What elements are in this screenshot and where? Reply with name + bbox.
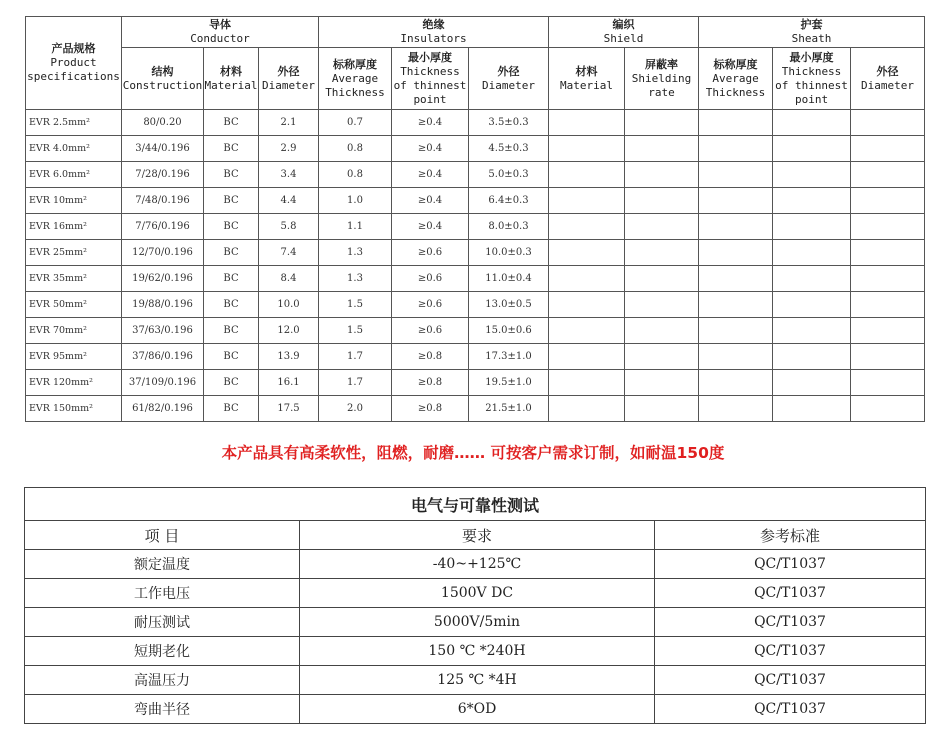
- conductor-material-cell: BC: [204, 396, 259, 422]
- sheath-min-thickness-cell: [773, 318, 851, 344]
- insulation-avg-thickness-cell: 1.5: [319, 318, 392, 344]
- shield-material-cell: [549, 396, 625, 422]
- spec-row: [26, 396, 925, 422]
- subheader-conductor-diameter: 外径 Diameter: [259, 48, 319, 110]
- insulation-min-thickness-cell: ≥0.8: [392, 396, 469, 422]
- sheath-min-thickness-cell: [773, 136, 851, 162]
- sheath-diameter-cell: [851, 344, 925, 370]
- test-requirement-cell: 1500V DC: [300, 579, 655, 608]
- sheath-diameter-cell: [851, 214, 925, 240]
- insulation-avg-thickness-cell: 1.5: [319, 292, 392, 318]
- test-requirement-cell: -40~+125℃: [300, 550, 655, 579]
- subheader-ins-avg-thickness: 标称厚度 Average Thickness: [319, 48, 392, 110]
- sheath-diameter-cell: [851, 136, 925, 162]
- test-row: [25, 608, 926, 637]
- spec-row: [26, 188, 925, 214]
- conductor-diameter-cell: 10.0: [259, 292, 319, 318]
- shield-material-cell: [549, 370, 625, 396]
- header-sheath-en: Sheath: [791, 32, 832, 45]
- spec-name-cell: EVR 120mm²: [26, 370, 122, 396]
- header-shield-en: Shield: [603, 32, 644, 45]
- insulation-min-thickness-cell: ≥0.4: [392, 188, 469, 214]
- header-sheath-zh: 护套: [800, 18, 823, 31]
- sheath-avg-thickness-cell: [699, 162, 773, 188]
- insulation-diameter-cell: 4.5±0.3: [469, 136, 549, 162]
- test-requirement-cell: 125 ℃ *4H: [300, 666, 655, 695]
- conductor-material-cell: BC: [204, 318, 259, 344]
- sheath-diameter-cell: [851, 110, 925, 136]
- spec-name-cell: EVR 6.0mm²: [26, 162, 122, 188]
- shielding-rate-cell: [625, 240, 699, 266]
- insulation-diameter-cell: 13.0±0.5: [469, 292, 549, 318]
- sheath-diameter-cell: [851, 240, 925, 266]
- insulation-diameter-cell: 10.0±0.3: [469, 240, 549, 266]
- shield-material-cell: [549, 188, 625, 214]
- insulation-diameter-cell: 19.5±1.0: [469, 370, 549, 396]
- conductor-diameter-cell: 2.1: [259, 110, 319, 136]
- spec-row: [26, 292, 925, 318]
- sheath-avg-thickness-cell: [699, 370, 773, 396]
- shield-material-cell: [549, 240, 625, 266]
- test-row: [25, 579, 926, 608]
- subheader-sheath-diameter: 外径 Diameter: [851, 48, 925, 110]
- construction-cell: 7/28/0.196: [122, 162, 204, 188]
- conductor-material-cell: BC: [204, 188, 259, 214]
- test-row: [25, 666, 926, 695]
- shielding-rate-cell: [625, 188, 699, 214]
- insulation-avg-thickness-cell: 1.7: [319, 344, 392, 370]
- test-header-standard: 参考标准: [655, 521, 926, 550]
- test-requirement-cell: 5000V/5min: [300, 608, 655, 637]
- conductor-diameter-cell: 7.4: [259, 240, 319, 266]
- header-insulators-zh: 绝缘: [422, 18, 445, 31]
- shielding-rate-cell: [625, 370, 699, 396]
- construction-cell: 7/48/0.196: [122, 188, 204, 214]
- insulation-diameter-cell: 11.0±0.4: [469, 266, 549, 292]
- spec-row: [26, 266, 925, 292]
- sheath-diameter-cell: [851, 188, 925, 214]
- shield-material-cell: [549, 110, 625, 136]
- subheader-sheath-avg-thickness: 标称厚度 Average Thickness: [699, 48, 773, 110]
- conductor-material-cell: BC: [204, 266, 259, 292]
- sheath-avg-thickness-cell: [699, 292, 773, 318]
- spec-name-cell: EVR 95mm²: [26, 344, 122, 370]
- spec-row: [26, 110, 925, 136]
- conductor-material-cell: BC: [204, 162, 259, 188]
- spec-name-cell: EVR 150mm²: [26, 396, 122, 422]
- spec-name-cell: EVR 25mm²: [26, 240, 122, 266]
- test-standard-cell: QC/T1037: [655, 608, 926, 637]
- product-notice: 本产品具有高柔软性，阻燃，耐磨…… 可按客户需求订制，如耐温150度: [221, 444, 725, 462]
- insulation-avg-thickness-cell: 1.3: [319, 240, 392, 266]
- test-standard-cell: QC/T1037: [655, 695, 926, 724]
- sheath-diameter-cell: [851, 162, 925, 188]
- insulation-min-thickness-cell: ≥0.8: [392, 370, 469, 396]
- insulation-diameter-cell: 21.5±1.0: [469, 396, 549, 422]
- construction-cell: 37/86/0.196: [122, 344, 204, 370]
- sheath-min-thickness-cell: [773, 370, 851, 396]
- conductor-diameter-cell: 17.5: [259, 396, 319, 422]
- sheath-diameter-cell: [851, 292, 925, 318]
- test-row: [25, 550, 926, 579]
- header-shield: [549, 17, 699, 48]
- conductor-diameter-cell: 4.4: [259, 188, 319, 214]
- header-insulators-en: Insulators: [400, 32, 467, 45]
- sheath-min-thickness-cell: [773, 266, 851, 292]
- sheath-avg-thickness-cell: [699, 396, 773, 422]
- spec-name-cell: EVR 16mm²: [26, 214, 122, 240]
- insulation-diameter-cell: 17.3±1.0: [469, 344, 549, 370]
- shield-material-cell: [549, 292, 625, 318]
- construction-cell: 37/63/0.196: [122, 318, 204, 344]
- spec-name-cell: EVR 2.5mm²: [26, 110, 122, 136]
- test-item-cell: 短期老化: [25, 637, 300, 666]
- shield-material-cell: [549, 214, 625, 240]
- sheath-avg-thickness-cell: [699, 110, 773, 136]
- conductor-material-cell: BC: [204, 136, 259, 162]
- header-shield-zh: 编织: [612, 18, 635, 31]
- sheath-avg-thickness-cell: [699, 214, 773, 240]
- spec-row: [26, 136, 925, 162]
- test-item-cell: 额定温度: [25, 550, 300, 579]
- construction-cell: 19/88/0.196: [122, 292, 204, 318]
- test-table-title: 电气与可靠性测试: [25, 488, 926, 521]
- insulation-diameter-cell: 15.0±0.6: [469, 318, 549, 344]
- subheader-sheath-min-thickness: 最小厚度 Thickness of thinnest point: [773, 48, 851, 110]
- shield-material-cell: [549, 266, 625, 292]
- sheath-min-thickness-cell: [773, 292, 851, 318]
- subheader-construction: 结构 Construction: [122, 48, 204, 110]
- insulation-avg-thickness-cell: 1.7: [319, 370, 392, 396]
- construction-cell: 37/109/0.196: [122, 370, 204, 396]
- conductor-diameter-cell: 16.1: [259, 370, 319, 396]
- insulation-avg-thickness-cell: 0.8: [319, 162, 392, 188]
- insulation-min-thickness-cell: ≥0.6: [392, 266, 469, 292]
- header-sheath: [699, 17, 925, 48]
- conductor-material-cell: BC: [204, 344, 259, 370]
- shielding-rate-cell: [625, 162, 699, 188]
- subheader-ins-min-thickness: 最小厚度 Thickness of thinnest point: [392, 48, 469, 110]
- header-conductor-zh: 导体: [209, 18, 231, 31]
- sheath-avg-thickness-cell: [699, 240, 773, 266]
- insulation-avg-thickness-cell: 0.8: [319, 136, 392, 162]
- insulation-avg-thickness-cell: 1.3: [319, 266, 392, 292]
- conductor-diameter-cell: 5.8: [259, 214, 319, 240]
- test-table: [24, 487, 926, 724]
- spec-name-cell: EVR 10mm²: [26, 188, 122, 214]
- insulation-diameter-cell: 6.4±0.3: [469, 188, 549, 214]
- test-row: [25, 695, 926, 724]
- spec-table: [25, 16, 925, 422]
- test-item-cell: 工作电压: [25, 579, 300, 608]
- insulation-min-thickness-cell: ≥0.6: [392, 292, 469, 318]
- insulation-min-thickness-cell: ≥0.4: [392, 136, 469, 162]
- spec-row: [26, 318, 925, 344]
- conductor-diameter-cell: 8.4: [259, 266, 319, 292]
- insulation-min-thickness-cell: ≥0.6: [392, 318, 469, 344]
- conductor-material-cell: BC: [204, 214, 259, 240]
- conductor-diameter-cell: 13.9: [259, 344, 319, 370]
- insulation-diameter-cell: 3.5±0.3: [469, 110, 549, 136]
- spec-name-cell: EVR 4.0mm²: [26, 136, 122, 162]
- shield-material-cell: [549, 162, 625, 188]
- shield-material-cell: [549, 318, 625, 344]
- sheath-avg-thickness-cell: [699, 266, 773, 292]
- shield-material-cell: [549, 344, 625, 370]
- shielding-rate-cell: [625, 292, 699, 318]
- sheath-avg-thickness-cell: [699, 318, 773, 344]
- header-insulators: [319, 17, 549, 48]
- sheath-diameter-cell: [851, 318, 925, 344]
- insulation-min-thickness-cell: ≥0.4: [392, 110, 469, 136]
- insulation-min-thickness-cell: ≥0.6: [392, 240, 469, 266]
- construction-cell: 12/70/0.196: [122, 240, 204, 266]
- conductor-material-cell: BC: [204, 240, 259, 266]
- subheader-conductor-material: 材料 Material: [204, 48, 259, 110]
- construction-cell: 61/82/0.196: [122, 396, 204, 422]
- insulation-min-thickness-cell: ≥0.8: [392, 344, 469, 370]
- insulation-avg-thickness-cell: 1.1: [319, 214, 392, 240]
- sheath-min-thickness-cell: [773, 214, 851, 240]
- sheath-min-thickness-cell: [773, 188, 851, 214]
- test-item-cell: 弯曲半径: [25, 695, 300, 724]
- shielding-rate-cell: [625, 266, 699, 292]
- spec-row: [26, 344, 925, 370]
- test-standard-cell: QC/T1037: [655, 666, 926, 695]
- test-requirement-cell: 6*OD: [300, 695, 655, 724]
- test-table-body: [25, 550, 926, 724]
- insulation-diameter-cell: 8.0±0.3: [469, 214, 549, 240]
- header-product-spec: [26, 17, 122, 110]
- test-header-item: 项 目: [25, 521, 300, 550]
- spec-row: [26, 214, 925, 240]
- test-item-cell: 高温压力: [25, 666, 300, 695]
- test-requirement-cell: 150 ℃ *240H: [300, 637, 655, 666]
- sheath-diameter-cell: [851, 396, 925, 422]
- insulation-diameter-cell: 5.0±0.3: [469, 162, 549, 188]
- shielding-rate-cell: [625, 318, 699, 344]
- shielding-rate-cell: [625, 136, 699, 162]
- spec-name-cell: EVR 50mm²: [26, 292, 122, 318]
- sheath-diameter-cell: [851, 266, 925, 292]
- insulation-avg-thickness-cell: 1.0: [319, 188, 392, 214]
- insulation-min-thickness-cell: ≥0.4: [392, 162, 469, 188]
- test-standard-cell: QC/T1037: [655, 637, 926, 666]
- shield-material-cell: [549, 136, 625, 162]
- conductor-diameter-cell: 12.0: [259, 318, 319, 344]
- sheath-avg-thickness-cell: [699, 188, 773, 214]
- test-row: [25, 637, 926, 666]
- test-item-cell: 耐压测试: [25, 608, 300, 637]
- construction-cell: 7/76/0.196: [122, 214, 204, 240]
- shielding-rate-cell: [625, 396, 699, 422]
- subheader-shield-material: 材料 Material: [549, 48, 625, 110]
- spec-table-body: [26, 110, 925, 422]
- conductor-diameter-cell: 2.9: [259, 136, 319, 162]
- shielding-rate-cell: [625, 214, 699, 240]
- sheath-avg-thickness-cell: [699, 136, 773, 162]
- sheath-avg-thickness-cell: [699, 344, 773, 370]
- test-standard-cell: QC/T1037: [655, 579, 926, 608]
- spec-name-cell: EVR 35mm²: [26, 266, 122, 292]
- construction-cell: 80/0.20: [122, 110, 204, 136]
- subheader-ins-diameter: 外径 Diameter: [469, 48, 549, 110]
- sheath-min-thickness-cell: [773, 110, 851, 136]
- conductor-diameter-cell: 3.4: [259, 162, 319, 188]
- conductor-material-cell: BC: [204, 292, 259, 318]
- insulation-avg-thickness-cell: 0.7: [319, 110, 392, 136]
- conductor-material-cell: BC: [204, 110, 259, 136]
- header-product-spec-en: Product specifications: [27, 56, 120, 83]
- spec-row: [26, 370, 925, 396]
- shielding-rate-cell: [625, 344, 699, 370]
- header-conductor-en: Conductor: [190, 32, 250, 45]
- sheath-min-thickness-cell: [773, 162, 851, 188]
- test-standard-cell: QC/T1037: [655, 550, 926, 579]
- sheath-min-thickness-cell: [773, 240, 851, 266]
- spec-row: [26, 240, 925, 266]
- insulation-avg-thickness-cell: 2.0: [319, 396, 392, 422]
- construction-cell: 3/44/0.196: [122, 136, 204, 162]
- sheath-min-thickness-cell: [773, 396, 851, 422]
- header-conductor: [122, 17, 319, 48]
- sheath-min-thickness-cell: [773, 344, 851, 370]
- shielding-rate-cell: [625, 110, 699, 136]
- test-header-requirement: 要求: [300, 521, 655, 550]
- conductor-material-cell: BC: [204, 370, 259, 396]
- spec-row: [26, 162, 925, 188]
- subheader-shielding-rate: 屏蔽率 Shielding rate: [625, 48, 699, 110]
- header-product-spec-zh: 产品规格: [51, 42, 96, 55]
- sheath-diameter-cell: [851, 370, 925, 396]
- insulation-min-thickness-cell: ≥0.4: [392, 214, 469, 240]
- spec-name-cell: EVR 70mm²: [26, 318, 122, 344]
- construction-cell: 19/62/0.196: [122, 266, 204, 292]
